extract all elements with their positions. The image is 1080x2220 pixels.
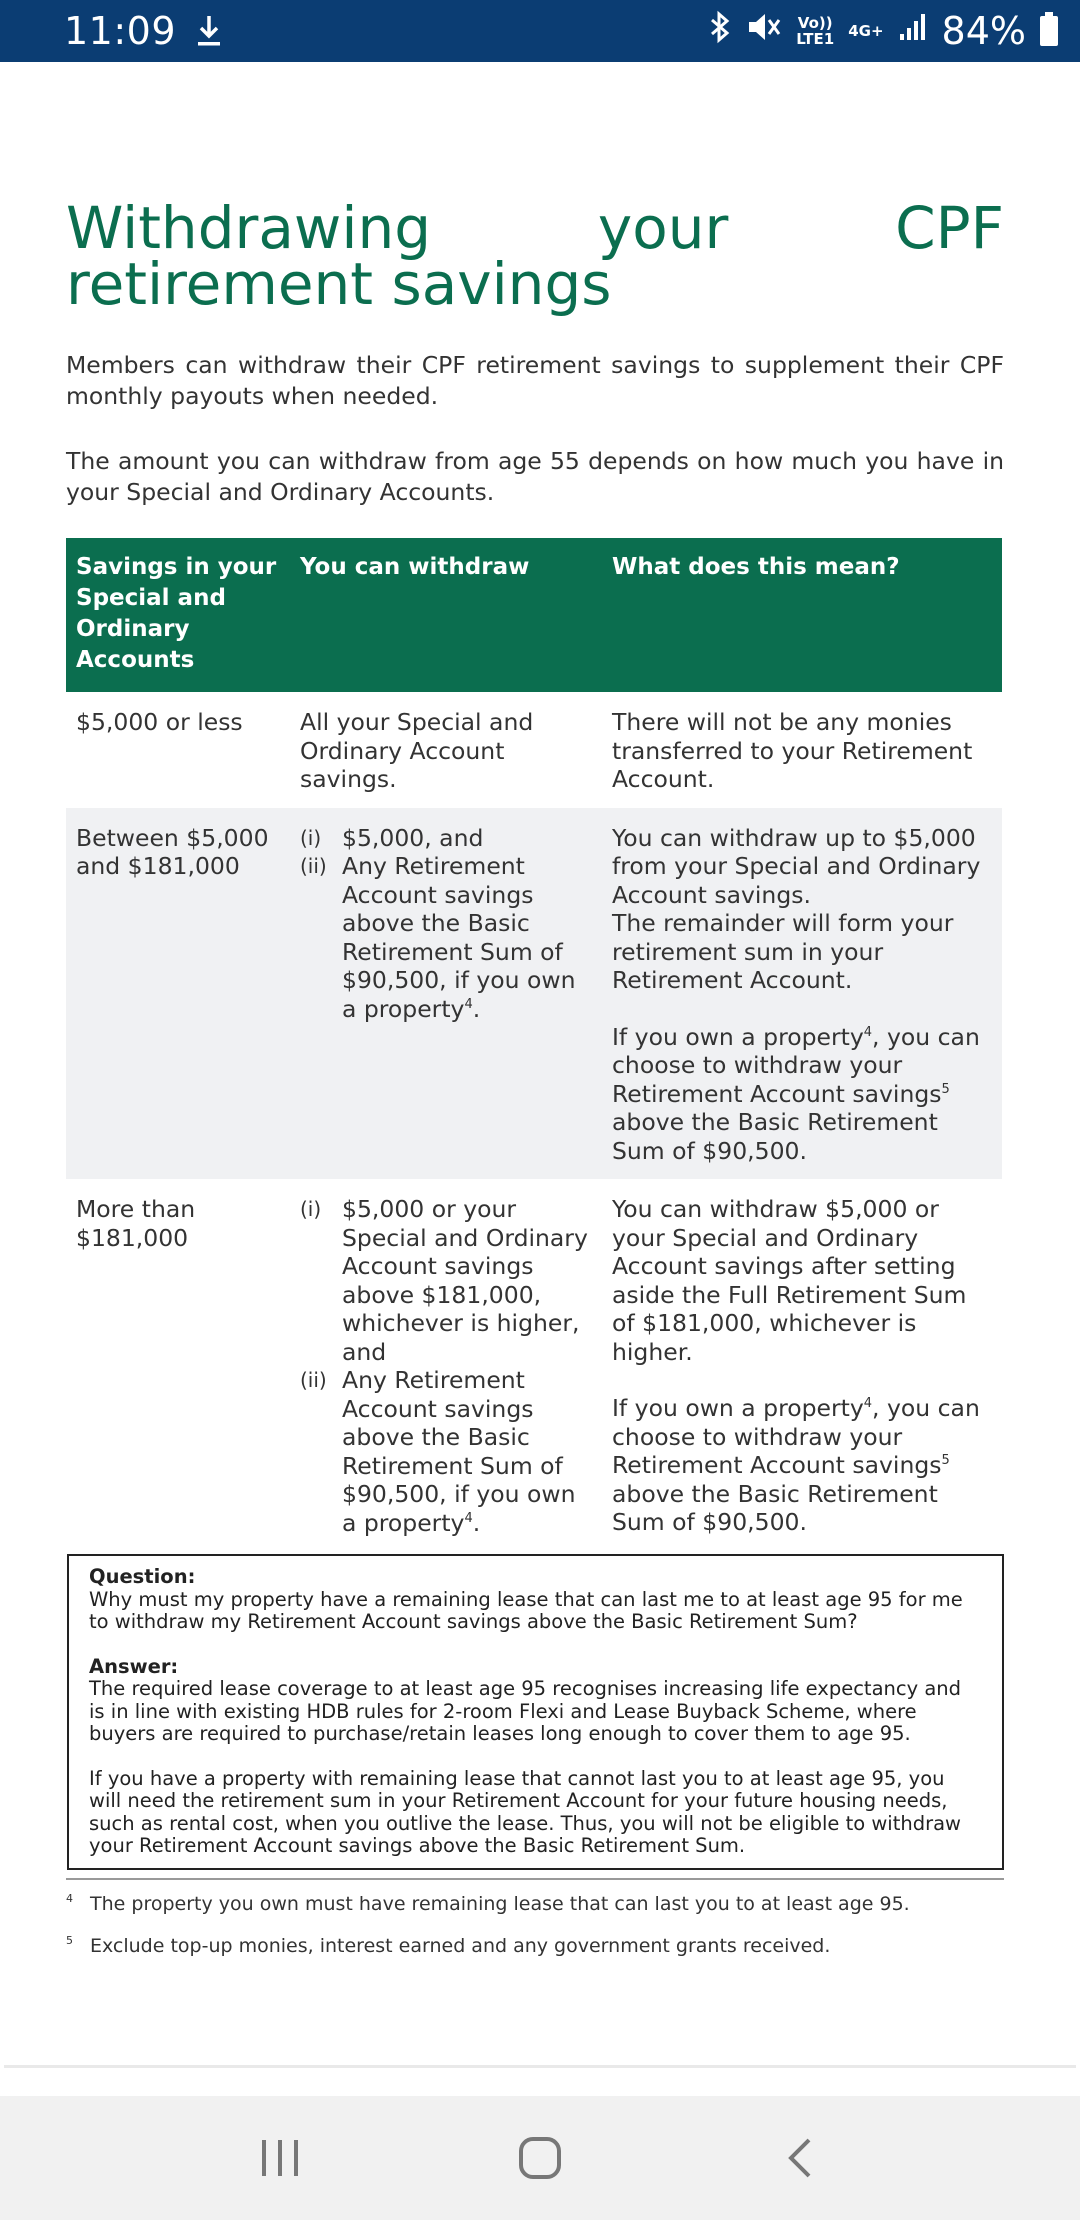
- answer-label: Answer:: [89, 1654, 179, 1678]
- table-row: [66, 808, 1002, 1180]
- list-item: (ii) Any Retirement Account savings above the Basic Retirement Sum of $90,500, if you own a property$^4$.: [300, 852, 576, 1023]
- intro-paragraph-2: The amount you can withdraw from age 55 depends on how much you have in your Special and Ordinary Accounts.: [66, 447, 1004, 506]
- footnotes: [66, 1892, 1004, 1976]
- home-icon[interactable]: [500, 2118, 580, 2198]
- navigation-bar: [0, 2096, 1080, 2220]
- table-row: [66, 1179, 1002, 1551]
- battery-percent: 84%: [941, 9, 1026, 53]
- intro-paragraph-1: Members can withdraw their CPF retirement savings to supplement their CPF monthly payouts when needed.: [66, 351, 1004, 410]
- status-bar: [0, 0, 1080, 62]
- signal-icon: [898, 12, 928, 50]
- mute-icon: [746, 10, 782, 52]
- question-label: Question:: [89, 1565, 196, 1588]
- table-header-row: [66, 538, 1002, 692]
- answer-text-2: If you have a property with remaining lease that cannot last you to at least age 95, you will need the retirement sum in your Retirement Account for your future housing needs, such as rental cost, when you outlive the lease. Thus, you will not be eligible to withdraw your Retirement Account savings above the Basic Retirement Sum.: [89, 1766, 962, 1857]
- document-content: [66, 194, 1004, 508]
- clock: 11:09: [64, 9, 177, 53]
- withdrawal-table: [66, 538, 1002, 1551]
- cell-savings: Between $5,000 and $181,000: [66, 808, 290, 1180]
- bluetooth-icon: [708, 10, 732, 52]
- network-type: 4G+: [848, 22, 884, 40]
- list-item: (i) $5,000, and: [300, 823, 484, 852]
- cell-savings: $5,000 or less: [76, 708, 243, 736]
- cell-meaning: You can withdraw $5,000 or your Special and Ordinary Account savings after setting aside the Full Retirement Sum of $181,000, whichever is higher. If you own a property$^4$, you can choose to withdraw your Retirement Account savings$^5$ above the Basic Retirement Sum of $90,500.: [612, 1195, 980, 1536]
- answer-text-1: The required lease coverage to at least age 95 recognises increasing life expectancy and is in line with existing HDB rules for 2-room Flexi and Lease Buyback Scheme, where buyers are required to purchase/retain leases long enough to cover them to age 95.: [89, 1677, 962, 1745]
- list-item: (ii) Any Retirement Account savings above the Basic Retirement Sum of $90,500, if you own a property$^4$.: [300, 1366, 576, 1537]
- recent-apps-icon[interactable]: [240, 2118, 320, 2198]
- volte-indicator: Vo)) LTE1: [796, 14, 835, 48]
- footnote-divider: [66, 1878, 1004, 1880]
- back-icon[interactable]: [760, 2118, 840, 2198]
- cell-meaning: You can withdraw up to $5,000 from your Special and Ordinary Account savings. The remainder will form your retirement sum in your Retirement Account. If you own a property$^4$, you can choose to withdraw your Retirement Account savings$^5$ above the Basic Retirement Sum of $90,500.: [602, 808, 1002, 1180]
- cell-meaning: There will not be any monies transferred to your Retirement Account.: [612, 708, 973, 793]
- cell-withdraw: All your Special and Ordinary Account savings.: [300, 708, 534, 793]
- header-savings: Savings in your Special and Ordinary Accounts: [66, 538, 290, 692]
- footnote: 4 The property you own must have remaining lease that can last you to at least age 95.: [66, 1892, 910, 1915]
- battery-icon: [1040, 16, 1058, 46]
- faq-box: [67, 1554, 1004, 1870]
- table-row: [66, 692, 1002, 808]
- cell-savings: More than $181,000: [76, 1195, 196, 1252]
- header-withdraw: You can withdraw: [290, 538, 602, 692]
- header-meaning: What does this mean?: [602, 538, 1002, 692]
- footnote: 5 Exclude top-up monies, interest earned and any government grants received.: [66, 1934, 831, 1957]
- download-icon: [196, 14, 222, 48]
- page-title: Withdrawing your CPF retirement savings: [66, 194, 1004, 318]
- list-item: (i) $5,000 or your Special and Ordinary Account savings above $181,000, whichever is higher, and: [300, 1195, 588, 1366]
- cell-withdraw: [290, 808, 602, 1180]
- question-text: Why must my property have a remaining lease that can last me to at least age 95 for me to withdraw my Retirement Account savings above the Basic Retirement Sum?: [89, 1587, 963, 1633]
- cell-withdraw: [290, 1179, 602, 1551]
